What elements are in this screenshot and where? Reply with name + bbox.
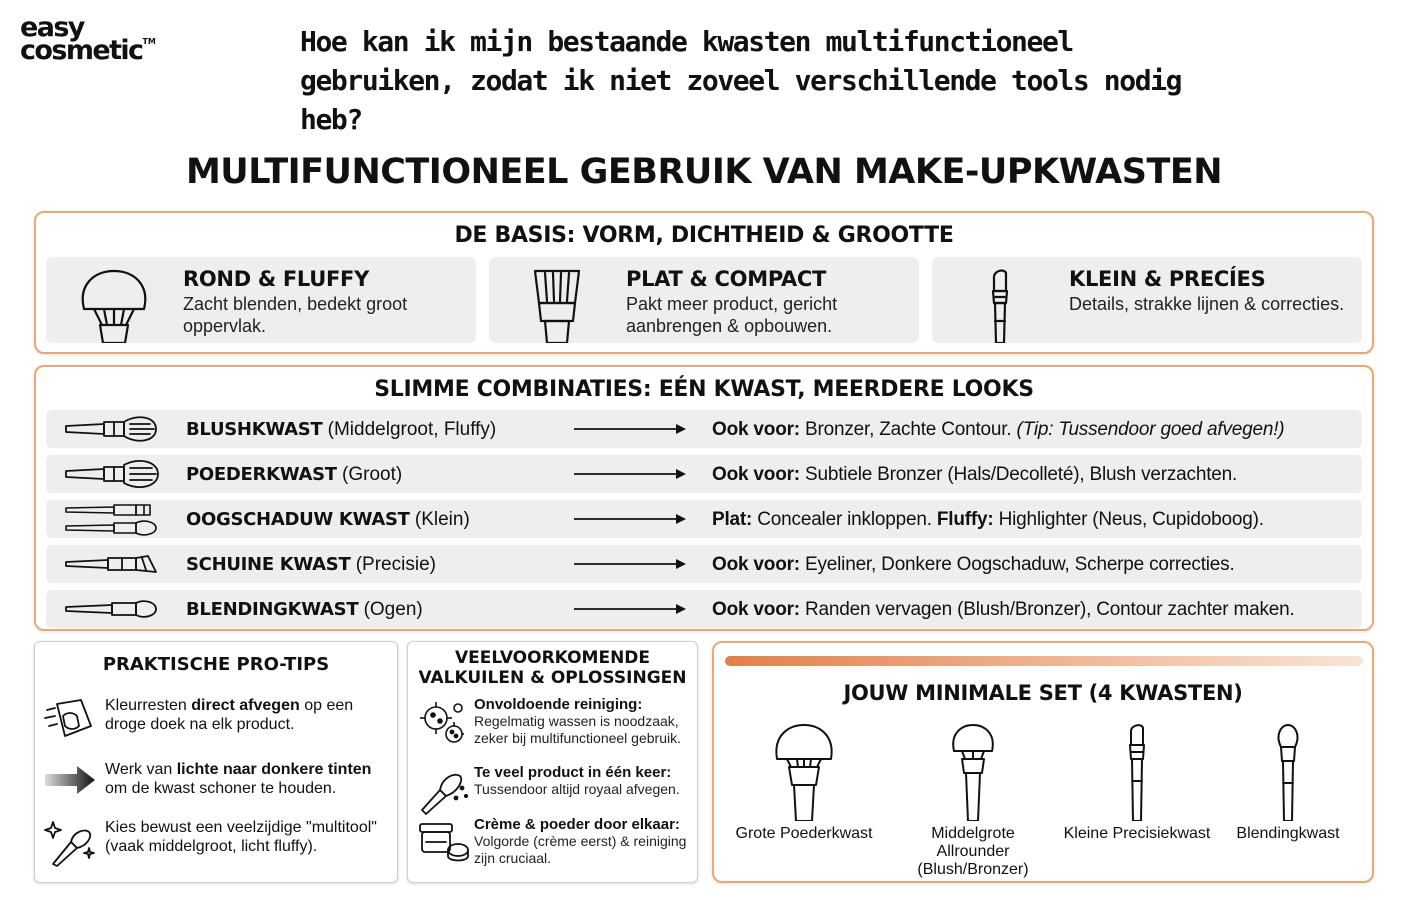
- tip-text: Kies bewust een veelzijdige "multitool" (vaak middelgroot, licht fluffy).: [105, 819, 377, 855]
- logo-trademark: TM: [142, 37, 156, 47]
- set-brush-label: Blendingkwast: [1236, 825, 1340, 842]
- combo-row-blush: [46, 410, 1362, 448]
- basis-panel: [34, 211, 1374, 354]
- card-title: ROND & FLUFFY: [183, 267, 369, 291]
- flat-compact-brush-icon: [515, 263, 599, 343]
- blending-brush-icon: [1253, 721, 1323, 821]
- card-desc: Pakt meer product, gericht aanbrengen & opbouwen.: [626, 294, 838, 336]
- gradient-arrow-icon: [43, 760, 97, 810]
- pitfall-title: Onvoldoende reiniging:: [474, 696, 643, 713]
- brush-name: BLUSHKWAST (Middelgroot, Fluffy): [186, 419, 497, 440]
- blending-brush-icon: [64, 592, 164, 626]
- brush-name: SCHUINE KWAST (Precisie): [186, 554, 436, 575]
- brush-uses: Ook voor: Bronzer, Zachte Contour. (Tip: Tussendoor goed afvegen!): [712, 419, 1285, 440]
- powder-brush-icon: [64, 457, 164, 491]
- combo-row-powder: [46, 455, 1362, 493]
- medium-allrounder-brush-icon: [938, 721, 1008, 821]
- eyeshadow-brushes-icon: [64, 502, 164, 536]
- pitfall-text: Regelmatig wassen is noodzaak, zeker bij multifunctioneel gebruik.: [474, 713, 681, 746]
- logo-line-1: easy: [20, 12, 84, 43]
- pitfall-text: Tussendoor altijd royaal afvegen.: [474, 781, 680, 797]
- basis-title: DE BASIS: VORM, DICHTHEID & GROOTTE: [454, 223, 954, 248]
- set-brush-label: Grote Poederkwast: [735, 825, 873, 842]
- set-brush-large-powder: [724, 721, 884, 843]
- tip-text: Kleurresten direct afvegen op een droge doek na elk product.: [105, 697, 354, 733]
- round-fluffy-brush-icon: [72, 263, 156, 343]
- arrow-right-icon: [572, 601, 688, 617]
- set-brush-medium-allrounder: [893, 721, 1053, 879]
- small-precise-brush-icon: [958, 263, 1042, 343]
- card-title: PLAT & COMPACT: [626, 267, 827, 291]
- card-desc: Details, strakke lijnen & correcties.: [1069, 294, 1345, 314]
- combo-row-blending: [46, 590, 1362, 628]
- germs-icon: [416, 696, 470, 748]
- set-brush-small-precision: [1057, 721, 1217, 843]
- pro-tips-panel: [34, 641, 398, 883]
- arrow-right-icon: [572, 466, 688, 482]
- card-desc: Zacht blenden, bedekt groot oppervlak.: [183, 294, 408, 336]
- combinations-title: SLIMME COMBINATIES: EÉN KWAST, MEERDERE LOOKS: [374, 377, 1034, 402]
- brush-name: OOGSCHADUW KWAST (Klein): [186, 509, 470, 530]
- set-brush-blending: [1208, 721, 1368, 843]
- brush-uses: Ook voor: Eyeliner, Donkere Oogschaduw, Scherpe correcties.: [712, 554, 1235, 575]
- minimal-set-panel: [712, 641, 1374, 883]
- pitfall-text: Volgorde (crème eerst) & reiniging zijn cruciaal.: [474, 833, 687, 866]
- combinations-panel: [34, 365, 1374, 631]
- arrow-right-icon: [572, 511, 688, 527]
- pro-tips-title: PRAKTISCHE PRO-TIPS: [102, 654, 330, 675]
- angled-brush-icon: [64, 547, 164, 581]
- easy-cosmetic-logo: [20, 12, 190, 67]
- brush-powder-icon: [416, 764, 470, 816]
- sparkle-brush-icon: [43, 818, 97, 868]
- blush-brush-icon: [64, 412, 164, 446]
- large-powder-brush-icon: [769, 721, 839, 821]
- set-brush-label: Kleine Precisiekwast: [1063, 825, 1211, 842]
- brush-name: POEDERKWAST (Groot): [186, 464, 403, 485]
- card-flat-compact: [489, 257, 919, 343]
- pitfalls-panel: [407, 641, 698, 883]
- page-title: MULTIFUNCTIONEEL GEBRUIK VAN MAKE-UPKWASTEN: [185, 152, 1223, 192]
- combo-row-angled: [46, 545, 1362, 583]
- combo-row-eyeshadow: [46, 500, 1362, 538]
- card-small-precise: [932, 257, 1362, 343]
- minimal-set-title: JOUW MINIMALE SET (4 KWASTEN): [843, 681, 1243, 705]
- pitfall-title: Te veel product in één keer:: [474, 764, 672, 781]
- wipe-cloth-icon: [43, 696, 97, 746]
- arrow-right-icon: [572, 421, 688, 437]
- set-brush-label: Middelgrote Allrounder (Blush/Bronzer): [917, 825, 1029, 878]
- brush-uses: Ook voor: Randen vervagen (Blush/Bronzer), Contour zachter maken.: [712, 599, 1295, 620]
- card-round-fluffy: [46, 257, 476, 343]
- small-precision-brush-icon: [1102, 721, 1172, 821]
- gradient-bar: [725, 656, 1363, 666]
- arrow-right-icon: [572, 556, 688, 572]
- brush-uses: Ook voor: Subtiele Bronzer (Hals/Decolleté), Blush verzachten.: [712, 464, 1238, 485]
- pitfall-title: Crème & poeder door elkaar:: [474, 816, 680, 833]
- cream-jar-icon: [416, 816, 470, 868]
- brush-uses: Plat: Concealer inkloppen. Fluffy: Highlighter (Neus, Cupidoboog).: [712, 509, 1264, 530]
- tip-text: Werk van lichte naar donkere tinten om de kwast schoner te houden.: [105, 761, 372, 797]
- pitfalls-title: VEELVOORKOMENDE VALKUILEN & OPLOSSINGEN: [418, 648, 687, 688]
- logo-line-2: cosmetic™: [20, 35, 156, 67]
- card-title: KLEIN & PRECÍES: [1069, 267, 1266, 291]
- question-text: Hoe kan ik mijn bestaande kwasten multifunctioneel gebruiken, zodat ik niet zoveel verschillende tools nodig heb?: [300, 25, 1182, 136]
- brush-name: BLENDINGKWAST (Ogen): [186, 599, 423, 620]
